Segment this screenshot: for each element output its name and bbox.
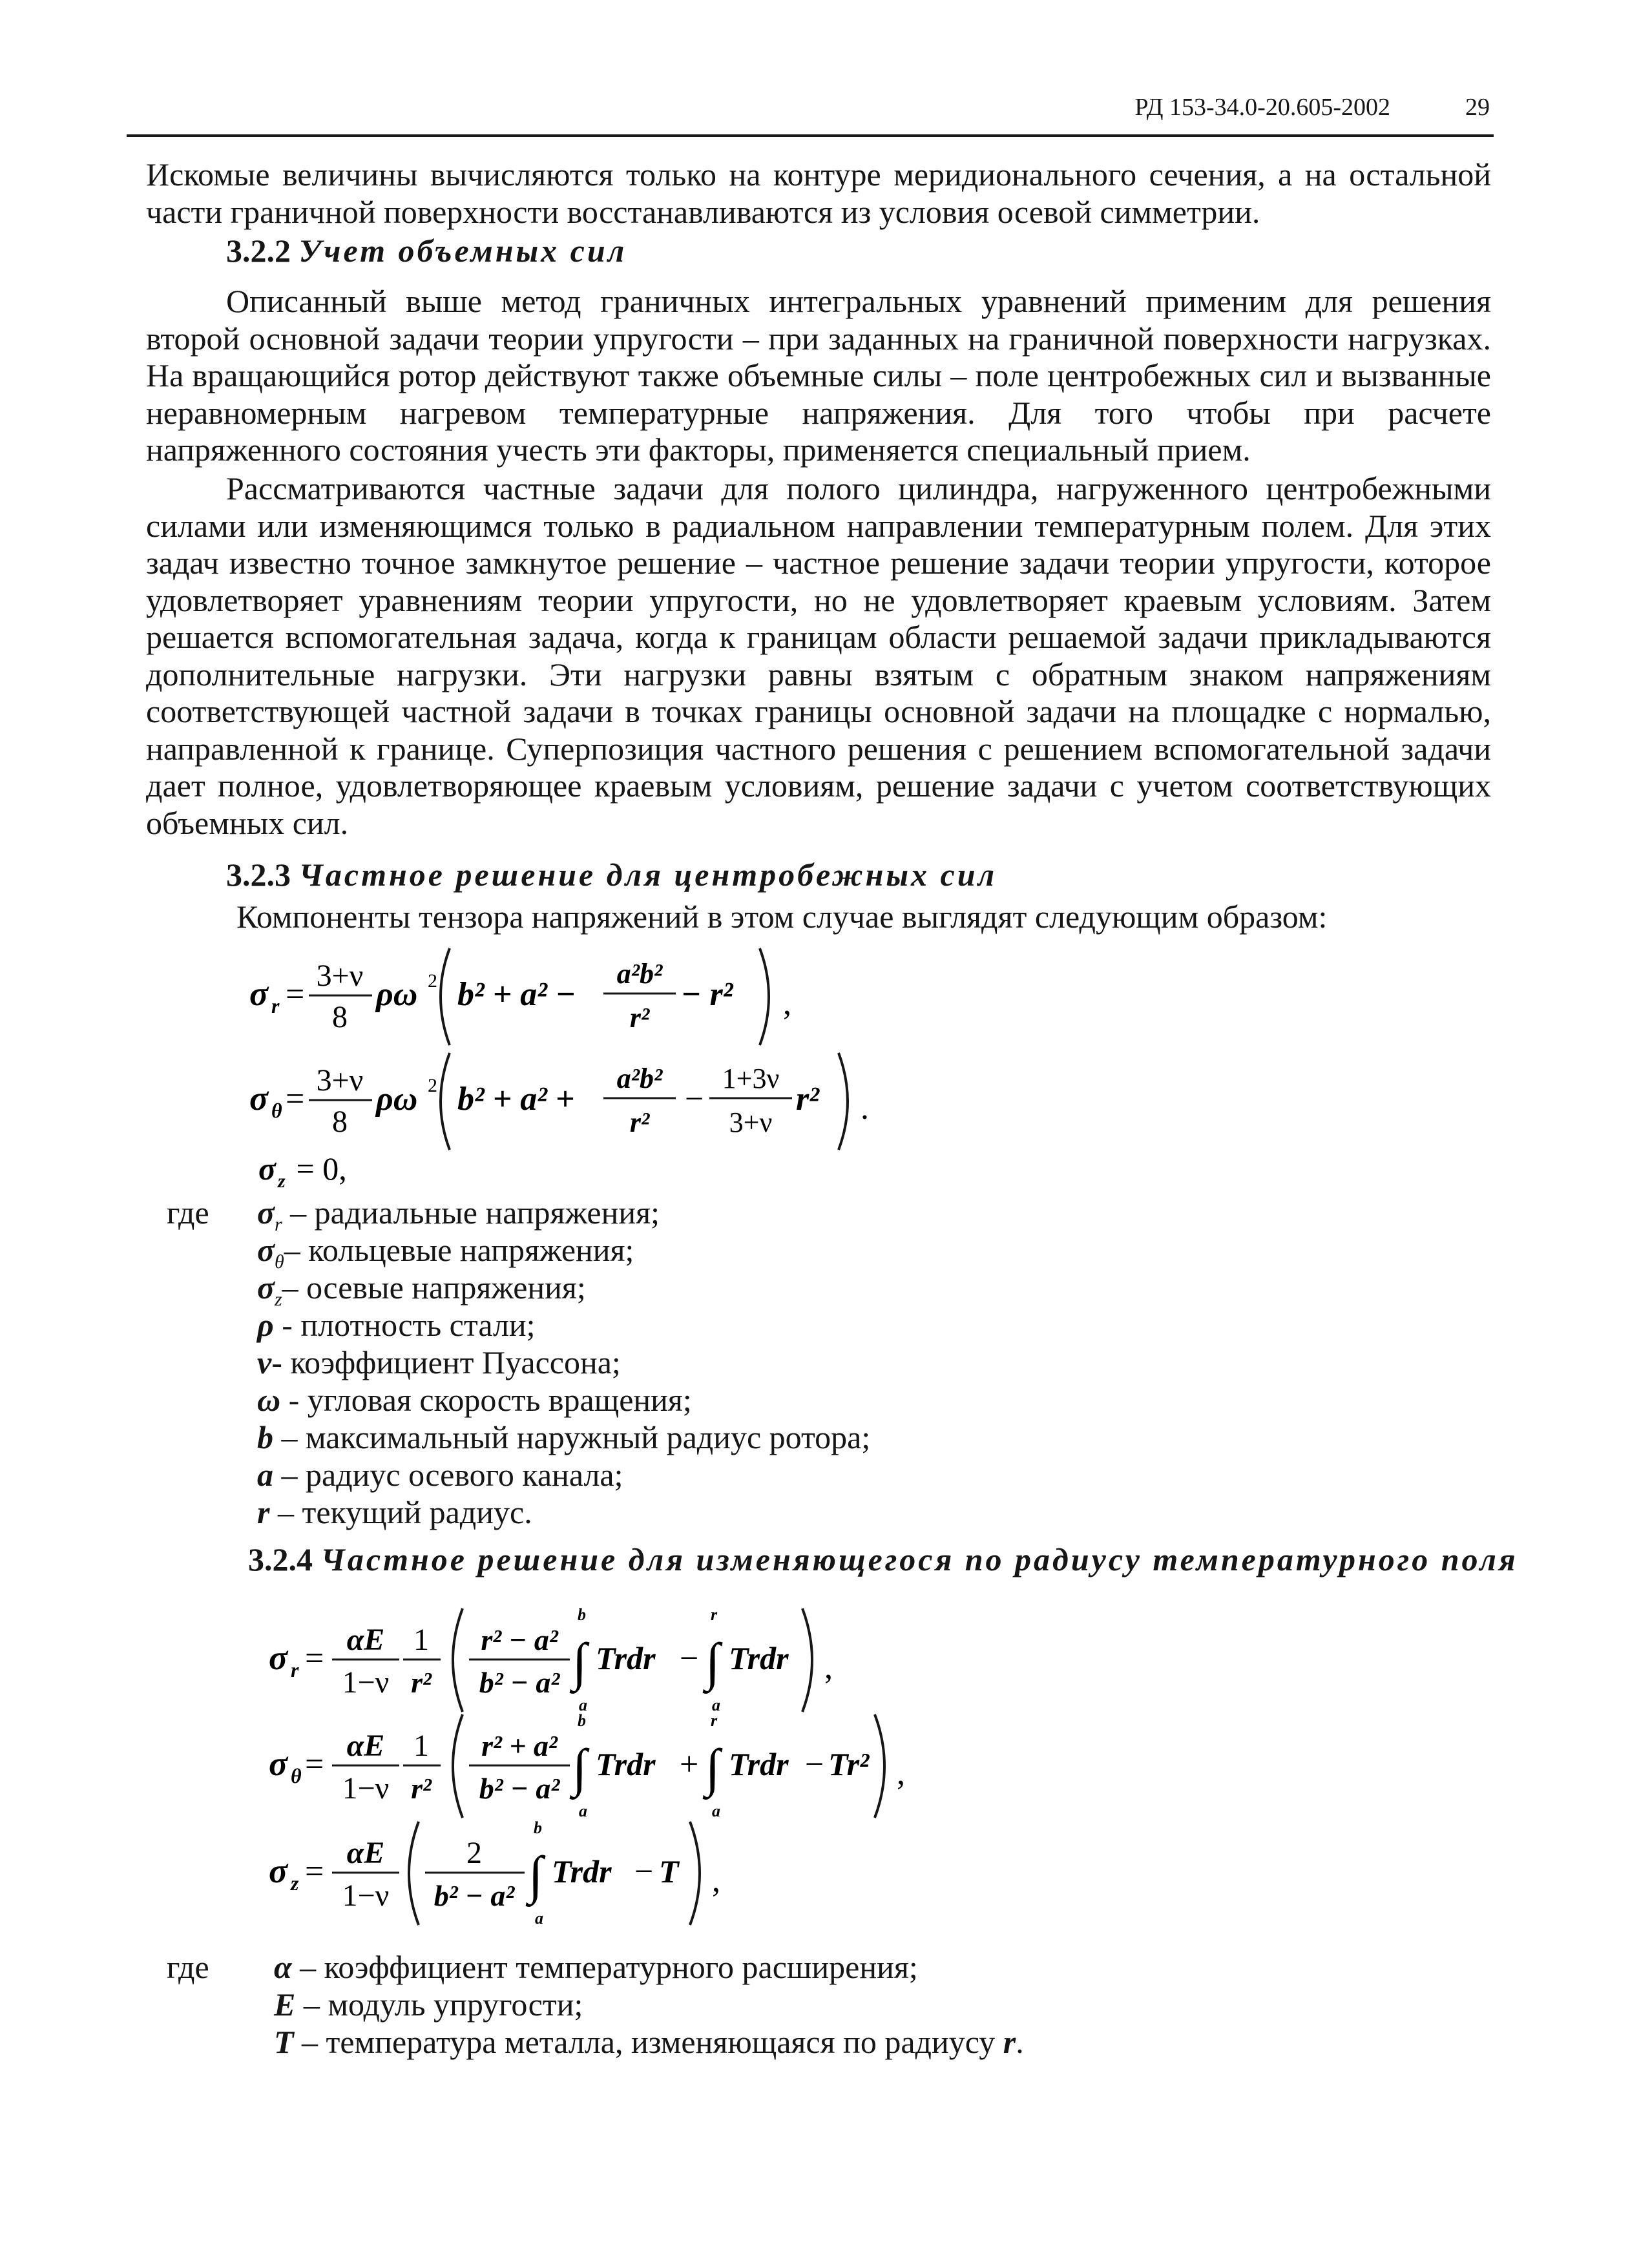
- svg-text:Trdr: Trdr: [596, 1746, 656, 1782]
- paragraph-particular-problems: Рассматриваются частные задачи для полого цилиндра, нагруженного центробежными силами или изменяющимся только в радиальном направлении температурным полем. Для этих задач известно точное замкнутое решение – частное решение задачи теории упругости, которое удовлетворяет уравнениям теории упругости, но не удовлетворяет краевым условиям. Затем решается вспомогательная задача, когда к границам области решаемой задачи прикладываются дополнительные нагрузки. Эти нагрузки равны взятым с обратным знаком напряжениям соответствующей частной задачи в точках границы основной задачи на площадке с нормалью, направленной к границе. Суперпозиция частного решения с решением вспомогательной задачи дает полное, удовлетворяющее краевым условиям, решение задачи с учетом соответствующих объемных сил.: [146, 470, 1491, 841]
- svg-text:r: r: [711, 1711, 718, 1730]
- svg-text:σ: σ: [249, 1079, 269, 1118]
- definitions-centrifugal: [257, 1194, 870, 1531]
- svg-text:a²b²: a²b²: [616, 1063, 663, 1094]
- inner-frac-den: r²: [629, 1002, 650, 1034]
- svg-text:,: ,: [783, 985, 791, 1022]
- svg-text:a: a: [579, 1696, 587, 1714]
- svg-text:2: 2: [466, 1836, 482, 1870]
- definition-item: r – текущий радиус.: [257, 1494, 532, 1530]
- definition-item: b – максимальный наружный радиус ротора;: [257, 1419, 871, 1455]
- equation-sigma-r-centrifugal: [249, 935, 831, 1052]
- frac-num: 3+ν: [316, 959, 364, 993]
- svg-text:T: T: [659, 1853, 679, 1889]
- paragraph-body-forces: Описанный выше метод граничных интегральных уравнений применим для решения второй основной задачи теории упругости – при заданных на граничной поверхности нагрузках. На вращающийся ротор действуют также объемные силы – поле центробежных сил и вызванные неравномерным нагревом температурные напряжения. Для того чтобы при расчете напряженного состояния учесть эти факторы, применяется специальный прием.: [146, 283, 1491, 468]
- definition-item: T – температура металла, изменяющаяся по радиусу r.: [274, 2024, 1024, 2060]
- svg-text:a: a: [535, 1909, 543, 1928]
- definition-item: $\sigma_r$ – радиальные напряжения;: [257, 1194, 660, 1235]
- svg-text:Trdr: Trdr: [552, 1853, 612, 1889]
- definition-item: ρ - плотность стали;: [257, 1307, 536, 1343]
- svg-text:z: z: [291, 1871, 299, 1895]
- document-code: РД 153-34.0-20.605-2002: [1134, 94, 1390, 121]
- svg-text:b² − a²: b² − a²: [479, 1772, 560, 1805]
- svg-text:σ: σ: [258, 1150, 276, 1187]
- svg-text:b: b: [578, 1711, 586, 1730]
- svg-text:θ: θ: [271, 1099, 282, 1122]
- svg-text:3+ν: 3+ν: [316, 1063, 364, 1098]
- equation-sigma-z-thermal: [269, 1815, 760, 1944]
- inner-frac-num: a²b²: [616, 958, 663, 990]
- rho-omega: ρω: [376, 976, 418, 1013]
- svg-text:a: a: [712, 1802, 720, 1820]
- equation-sigma-z-zero: [258, 1143, 426, 1202]
- frac-den: 8: [332, 1000, 348, 1034]
- svg-text:Trdr: Trdr: [729, 1640, 789, 1676]
- svg-text:αE: αE: [346, 1729, 385, 1763]
- definition-item: α – коэффициент температурного расширения;: [274, 1949, 918, 1985]
- svg-text:2: 2: [428, 970, 437, 992]
- definition-item: a – радиус осевого канала;: [257, 1457, 623, 1493]
- page-number: 29: [1465, 94, 1490, 121]
- sub: r: [271, 994, 280, 1017]
- svg-text:=: =: [305, 1853, 324, 1890]
- svg-text:8: 8: [332, 1105, 348, 1139]
- svg-text:=: =: [286, 1081, 305, 1118]
- svg-text:r²: r²: [629, 1107, 650, 1138]
- definition-item: $\sigma_z-$ осевые напряжения;: [257, 1269, 586, 1310]
- svg-text:,: ,: [824, 1649, 833, 1686]
- svg-text:1−ν: 1−ν: [342, 1878, 390, 1913]
- svg-text:σ: σ: [269, 1744, 288, 1783]
- svg-text:b: b: [578, 1605, 586, 1624]
- svg-text:−: −: [685, 1081, 704, 1118]
- svg-text:b² + a² +: b² + a² +: [457, 1081, 575, 1118]
- svg-text:a: a: [712, 1696, 720, 1714]
- sym: σ: [249, 974, 269, 1013]
- section-heading-3-2-4: 3.2.4 Частное решение для изменяющегося по радиусу температурного поля: [248, 1541, 1518, 1577]
- definition-item: ω - угловая скорость вращения;: [257, 1382, 692, 1418]
- definition-item: E – модуль упругости;: [274, 1986, 583, 2023]
- svg-text:=: =: [286, 976, 305, 1013]
- inner: b² + a² −: [457, 976, 576, 1013]
- svg-text:αE: αE: [346, 1836, 385, 1870]
- svg-text:b: b: [534, 1818, 542, 1837]
- svg-text:r²: r²: [796, 1081, 819, 1118]
- svg-text:2: 2: [428, 1075, 437, 1096]
- svg-text:−: −: [634, 1853, 654, 1890]
- svg-text:σ: σ: [269, 1638, 288, 1677]
- svg-text:1−ν: 1−ν: [342, 1665, 390, 1700]
- svg-text:θ: θ: [291, 1764, 302, 1787]
- svg-text:r: r: [711, 1605, 718, 1624]
- svg-text:Trdr: Trdr: [729, 1746, 789, 1782]
- svg-text:1−ν: 1−ν: [342, 1771, 390, 1805]
- svg-text:=: =: [305, 1640, 324, 1677]
- where-label-thermal: где: [167, 1949, 209, 1985]
- section-heading-3-2-3: 3.2.3 Частное решение для центробежных сил: [226, 857, 997, 893]
- svg-text:∫: ∫: [528, 1846, 543, 1904]
- svg-text:∫: ∫: [705, 1738, 720, 1797]
- svg-text:Trdr: Trdr: [596, 1640, 656, 1676]
- definition-item: $\sigma_\theta-$ кольцевые напряжения;: [257, 1232, 634, 1273]
- svg-text:−: −: [805, 1746, 824, 1783]
- svg-text:r²: r²: [411, 1772, 432, 1805]
- svg-text:∫: ∫: [705, 1632, 720, 1691]
- svg-text:σ: σ: [269, 1851, 288, 1890]
- svg-text:Tr²: Tr²: [828, 1746, 870, 1782]
- where-label: где: [167, 1194, 209, 1231]
- svg-text:,: ,: [712, 1862, 720, 1899]
- svg-text:r: r: [291, 1658, 299, 1681]
- section-heading-3-2-2: 3.2.2 Учет объемных сил: [226, 233, 627, 269]
- svg-text:.: .: [861, 1090, 869, 1127]
- definitions-thermal: [274, 1948, 1024, 2061]
- definition-item: ν- коэффициент Пуассона;: [257, 1344, 621, 1380]
- svg-text:1+3ν: 1+3ν: [722, 1063, 780, 1094]
- equation-sigma-theta-centrifugal: [249, 1040, 928, 1156]
- svg-text:z: z: [278, 1170, 286, 1192]
- svg-text:1: 1: [413, 1623, 429, 1657]
- svg-text:r²: r²: [411, 1666, 432, 1699]
- svg-text:∫: ∫: [572, 1632, 587, 1691]
- svg-text:b² − a²: b² − a²: [479, 1666, 560, 1699]
- tail: − r²: [681, 976, 733, 1013]
- svg-text:ρω: ρω: [376, 1081, 418, 1118]
- svg-text:−: −: [680, 1640, 699, 1677]
- svg-text:1: 1: [413, 1729, 429, 1763]
- svg-text:b² − a²: b² − a²: [433, 1879, 515, 1912]
- svg-text:,: ,: [897, 1755, 905, 1792]
- stress-tensor-lead: Компоненты тензора напряжений в этом случае выглядят следующим образом:: [236, 899, 1328, 935]
- svg-text:+: +: [680, 1746, 699, 1783]
- svg-text:= 0,: = 0,: [288, 1150, 347, 1187]
- svg-text:αE: αE: [346, 1623, 385, 1657]
- svg-text:=: =: [305, 1746, 324, 1783]
- svg-text:a: a: [579, 1802, 587, 1820]
- svg-text:3+ν: 3+ν: [729, 1107, 773, 1138]
- svg-text:∫: ∫: [572, 1738, 587, 1797]
- svg-text:r² − a²: r² − a²: [481, 1623, 558, 1656]
- svg-text:r² + a²: r² + a²: [481, 1729, 558, 1762]
- intro-paragraph: Искомые величины вычисляются только на контуре меридионального сечения, а на остальной части граничной поверхности восстанавливаются из условия осевой симметрии.: [146, 156, 1491, 230]
- page-header: [127, 89, 1494, 137]
